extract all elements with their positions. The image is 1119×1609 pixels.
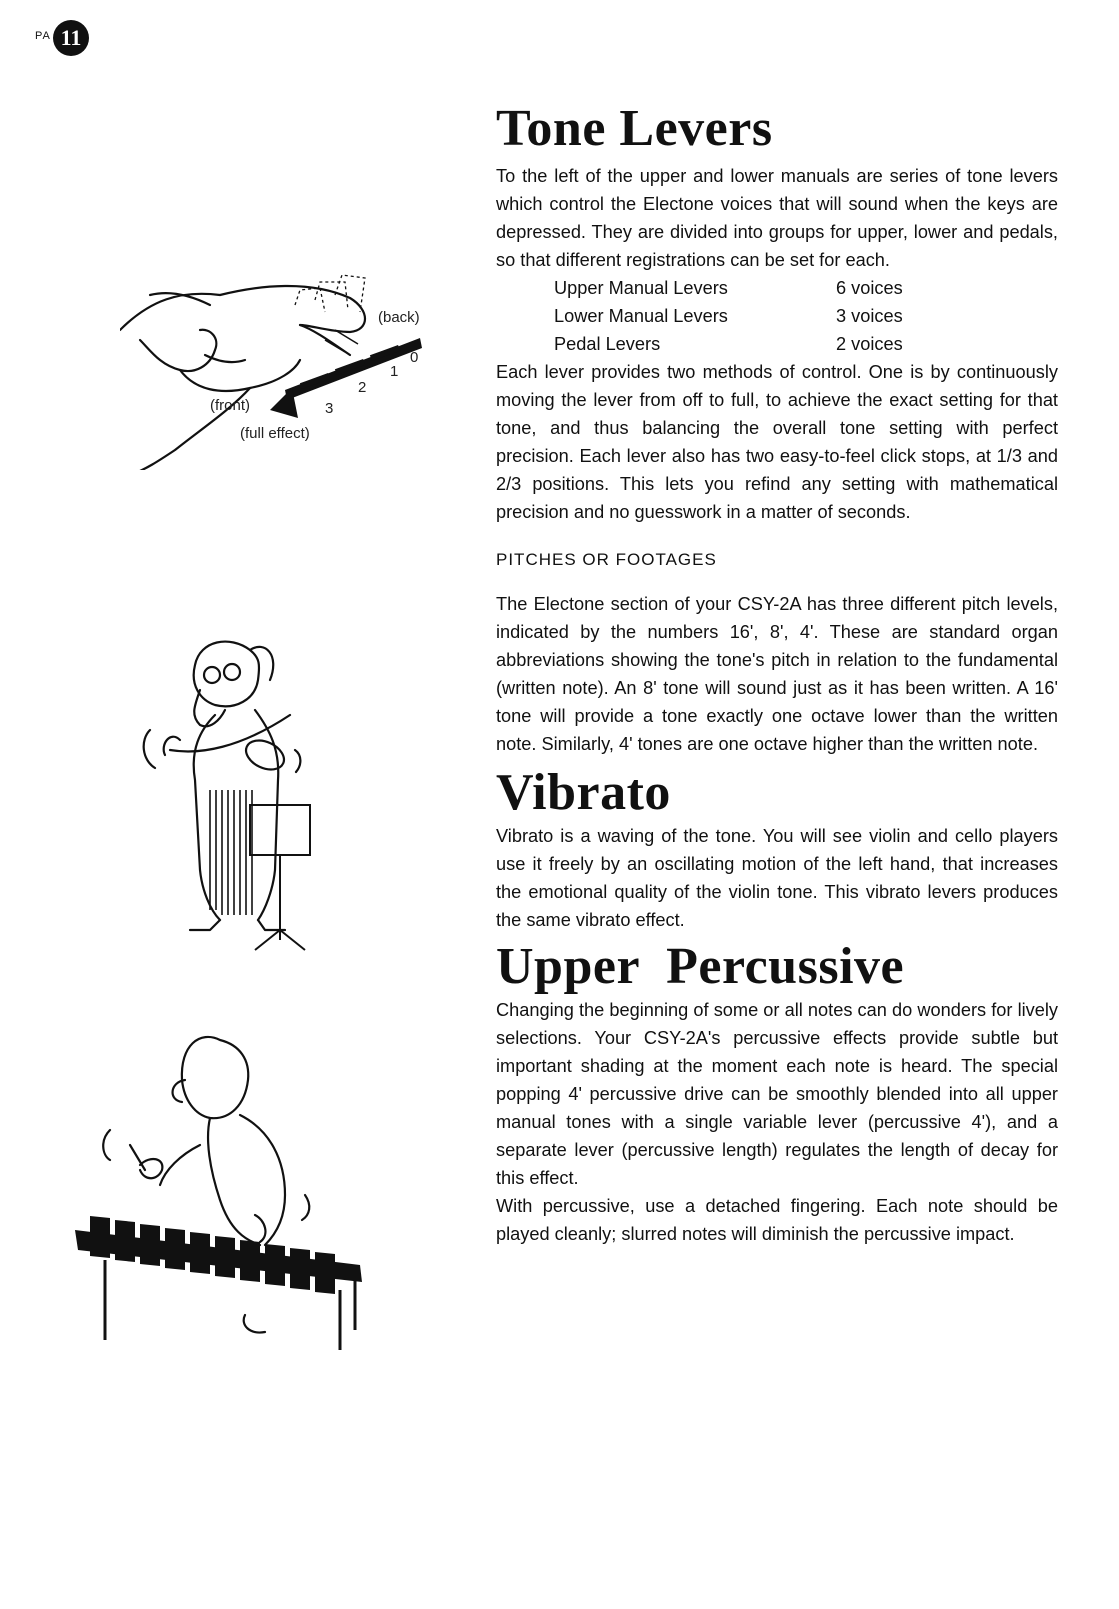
tone-lever-illustration <box>120 270 480 470</box>
lever-name: Pedal Levers <box>554 334 661 354</box>
lever-voices: 6 voices <box>836 278 903 298</box>
violinist-illustration <box>140 630 340 970</box>
text-column <box>496 100 1058 1248</box>
vibrato-title: Vibrato <box>496 764 671 821</box>
lever-name: Upper Manual Levers <box>554 278 728 298</box>
table-row <box>554 274 903 302</box>
table-row <box>554 330 903 358</box>
pitches-body: The Electone section of your CSY-2A has three different pitch levels, indicated by the numbers 16', 8', 4'. These are standard organ abbreviations showing the tone's pitch in relation to the fundamental (written note). An 8' tone will sound just as it has been written. A 16' tone will provide a tone exactly one octave lower than the written note. Similarly, 4' tones are one octave higher than the written note. <box>496 594 1058 754</box>
lever-name: Lower Manual Levers <box>554 306 728 326</box>
position-0-label: 0 <box>410 349 419 366</box>
upper-percussive-title: Upper Percussive <box>496 938 905 995</box>
page-number-badge <box>35 20 145 60</box>
tone-levers-title: Tone Levers <box>496 100 773 157</box>
full-effect-label: (full effect) <box>240 425 310 442</box>
page-number: 11 <box>53 20 89 56</box>
pitches-heading: PITCHES OR FOOTAGES <box>496 550 717 569</box>
lever-voices: 3 voices <box>836 306 903 326</box>
table-row <box>554 302 903 330</box>
front-label: (front) <box>210 397 251 414</box>
upper-percussive-body-2: With percussive, use a detached fingering. Each note should be played cleanly; slurred notes will diminish the percussive impact. <box>496 1196 1058 1244</box>
upper-percussive-body-1: Changing the beginning of some or all notes can do wonders for lively selections. Your CSY-2A's percussive effects provide subtle but important shading at the moment each note is heard. The special popping 4' percussive drive can be smoothly blended into all upper manual tones with a single variable lever (percussive 4'), and a separate lever (percussive length) regulates the length of decay for this effect. <box>496 1000 1058 1188</box>
position-2-label: 2 <box>358 379 367 396</box>
tone-levers-intro: To the left of the upper and lower manuals are series of tone levers which control the Electone voices that will sound when the keys are depressed. They are divided into groups for upper, lower and pedals, so that different registrations can be set for each. <box>496 166 1058 270</box>
vibrato-body: Vibrato is a waving of the tone. You will see violin and cello players use it freely by an oscillating motion of the left hand, that increases the emotional quality of the violin tone. This vibrato levers produces the same vibrato effect. <box>496 826 1058 930</box>
lever-voices-table <box>554 274 903 358</box>
position-3-label: 3 <box>325 400 334 417</box>
page-label: PA <box>35 30 51 42</box>
tone-levers-body: Each lever provides two methods of control. One is by continuously moving the lever from off to full, to achieve the exact setting for that tone, and thus balancing the overall tone setting with perfect precision. Each lever also has two easy-to-feel click stops, at 1/3 and 2/3 positions. This lets you refind any setting with mathematical precision and no guesswork in a matter of seconds. <box>496 362 1058 522</box>
position-1-label: 1 <box>390 363 399 380</box>
xylophone-illustration <box>70 1020 390 1350</box>
back-label: (back) <box>378 309 420 326</box>
lever-voices: 2 voices <box>836 334 903 354</box>
